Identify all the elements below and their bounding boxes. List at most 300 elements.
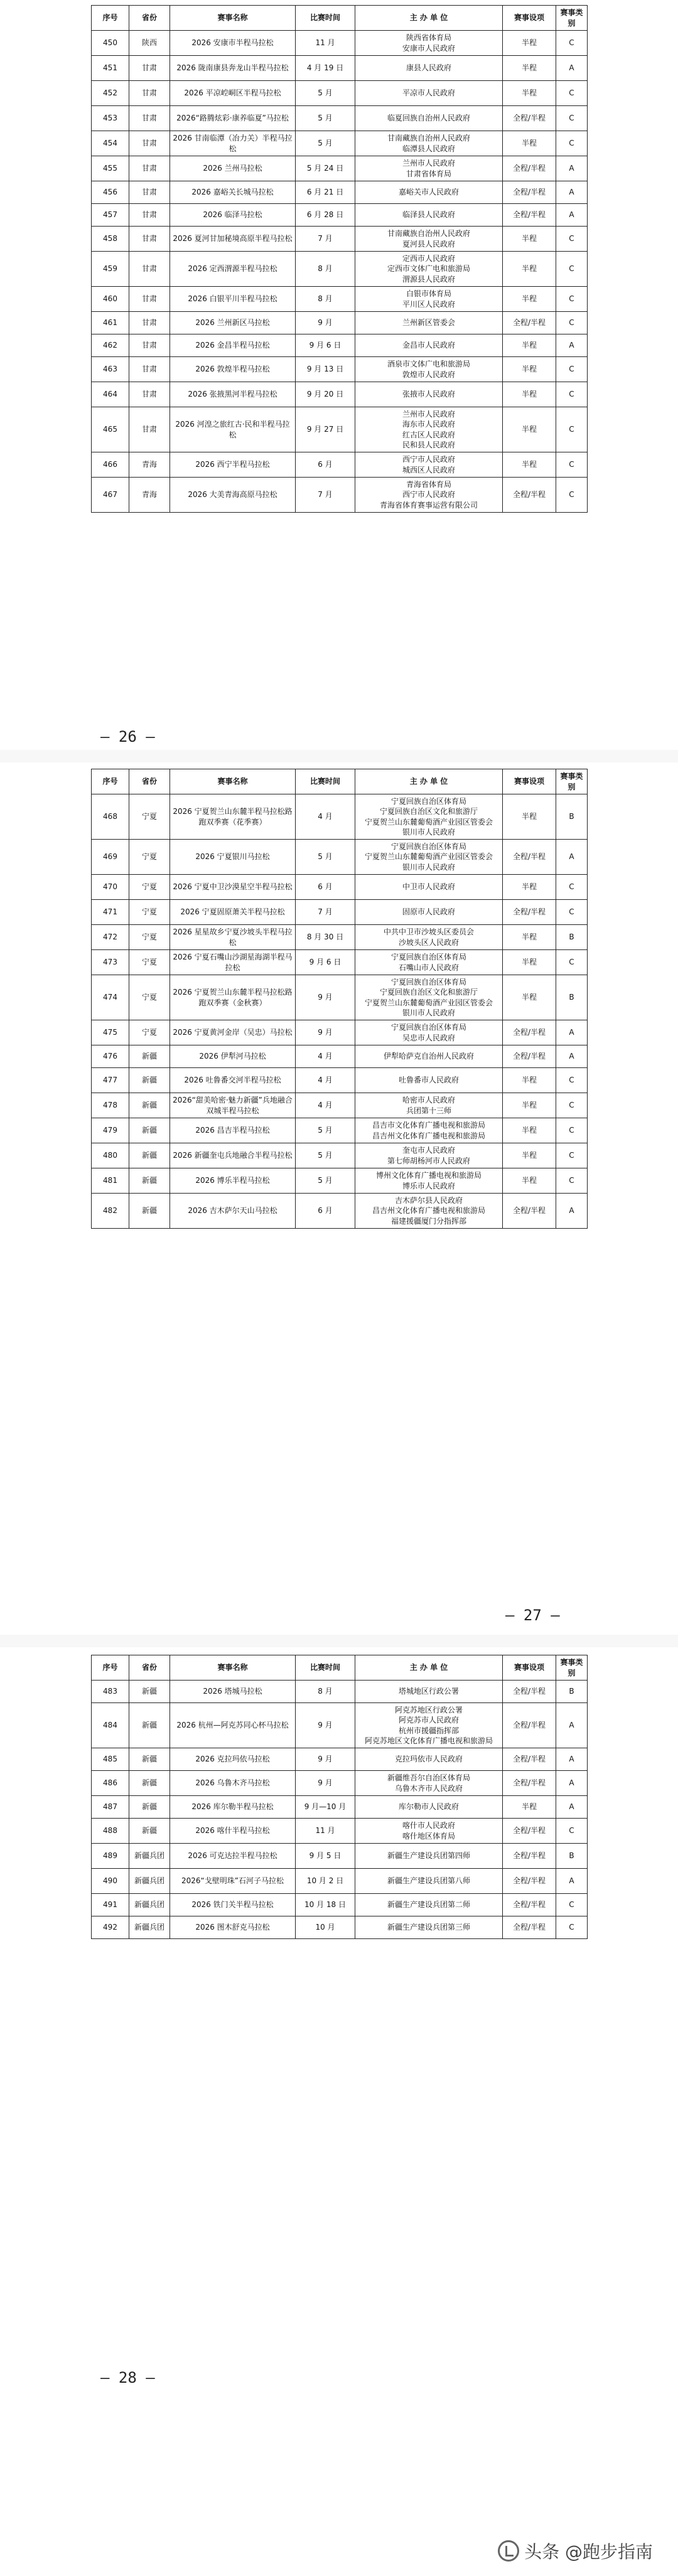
cell-organizer xyxy=(355,81,503,106)
page-number-28: — 28 — xyxy=(100,2369,155,2386)
cell-event-name: 2026 杭州—阿克苏同心杯马拉松 xyxy=(170,1703,296,1748)
cell-date: 9 月 6 日 xyxy=(296,334,355,357)
cell-distance: 全程/半程 xyxy=(503,1869,556,1894)
header-distance: 赛事设项 xyxy=(503,6,556,31)
cell-category: C xyxy=(556,1168,588,1194)
cell-event-name: 2026 西宁半程马拉松 xyxy=(170,452,296,478)
cell-distance: 全程/半程 xyxy=(503,1916,556,1939)
cell-province: 甘肃 xyxy=(129,156,170,181)
cell-organizer xyxy=(355,1143,503,1168)
cell-category: A xyxy=(556,1796,588,1819)
table-row xyxy=(92,156,588,181)
cell-index: 475 xyxy=(92,1020,129,1045)
organizer-line: 博州文化体育广播电视和旅游局 xyxy=(375,1171,482,1180)
organizer-line: 嘉峪关市人民政府 xyxy=(398,188,459,197)
cell-category: C xyxy=(556,382,588,407)
cell-event-name: 2026 宁夏固原萧关半程马拉松 xyxy=(170,900,296,925)
cell-province: 新疆兵团 xyxy=(129,1844,170,1869)
cell-province: 新疆 xyxy=(129,1118,170,1143)
cell-index: 480 xyxy=(92,1143,129,1168)
cell-distance: 全程/半程 xyxy=(503,478,556,513)
cell-category: C xyxy=(556,407,588,452)
table-row xyxy=(92,478,588,513)
cell-date: 9 月 xyxy=(296,1771,355,1796)
organizer-line: 西宁市人民政府 xyxy=(402,455,455,464)
cell-organizer xyxy=(355,1681,503,1703)
cell-date: 9 月 xyxy=(296,1020,355,1045)
cell-distance: 半程 xyxy=(503,794,556,840)
table-row xyxy=(92,1748,588,1771)
organizer-line: 宁夏贺兰山东麓葡萄酒产业园区管委会 xyxy=(364,817,493,826)
organizer-line: 临泽县人民政府 xyxy=(402,210,455,220)
organizer-line: 昌吉州文化体育广播电视和旅游局 xyxy=(372,1206,485,1216)
organizer-line: 红古区人民政府 xyxy=(402,430,455,439)
cell-event-name: 2026 乌鲁木齐马拉松 xyxy=(170,1771,296,1796)
organizer-line: 沙坡头区人民政府 xyxy=(398,938,459,947)
cell-event-name: 2026 白银平川半程马拉松 xyxy=(170,287,296,312)
cell-province: 甘肃 xyxy=(129,312,170,334)
organizer-line: 库尔勒市人民政府 xyxy=(398,1802,459,1812)
cell-province: 甘肃 xyxy=(129,227,170,252)
cell-organizer xyxy=(355,1093,503,1118)
cell-date: 8 月 xyxy=(296,1681,355,1703)
cell-distance: 半程 xyxy=(503,382,556,407)
header-index: 序号 xyxy=(92,1655,129,1681)
cell-organizer xyxy=(355,131,503,156)
cell-date: 6 月 21 日 xyxy=(296,181,355,204)
cell-distance: 全程/半程 xyxy=(503,1771,556,1796)
cell-index: 450 xyxy=(92,31,129,56)
cell-index: 492 xyxy=(92,1916,129,1939)
cell-index: 483 xyxy=(92,1681,129,1703)
cell-organizer xyxy=(355,252,503,287)
cell-province: 青海 xyxy=(129,452,170,478)
table-row xyxy=(92,1796,588,1819)
cell-category: C xyxy=(556,106,588,131)
table-row xyxy=(92,357,588,382)
cell-category: A xyxy=(556,204,588,227)
header-category: 赛事类别 xyxy=(556,6,588,31)
cell-index: 455 xyxy=(92,156,129,181)
header-date: 比赛时间 xyxy=(296,1655,355,1681)
table-row xyxy=(92,1194,588,1229)
cell-index: 460 xyxy=(92,287,129,312)
organizer-line: 固原市人民政府 xyxy=(402,907,455,917)
header-province: 省份 xyxy=(129,6,170,31)
cell-province: 甘肃 xyxy=(129,204,170,227)
table-row xyxy=(92,794,588,840)
organizer-line: 塔城地区行政公署 xyxy=(398,1687,459,1696)
cell-organizer xyxy=(355,31,503,56)
table-row xyxy=(92,334,588,357)
table-row xyxy=(92,1819,588,1844)
cell-event-name: 2026 可克达拉半程马拉松 xyxy=(170,1844,296,1869)
organizer-line: 吉木萨尔县人民政府 xyxy=(394,1196,463,1205)
cell-date: 4 月 xyxy=(296,1045,355,1068)
cell-event-name: 2026 宁夏贺兰山东麓半程马拉松路跑双季赛（金秋赛） xyxy=(170,975,296,1020)
organizer-line: 宁夏回族自治区文化和旅游厅 xyxy=(379,807,478,816)
cell-event-name: 2026 定西渭源半程马拉松 xyxy=(170,252,296,287)
cell-date: 9 月 6 日 xyxy=(296,950,355,975)
organizer-line: 青海省体育局 xyxy=(406,480,451,489)
organizer-line: 兵团第十三师 xyxy=(406,1106,451,1115)
organizer-line: 杭州市援疆指挥部 xyxy=(398,1726,459,1735)
organizer-line: 陕西省体育局 xyxy=(406,33,451,43)
cell-date: 5 月 xyxy=(296,106,355,131)
cell-index: 467 xyxy=(92,478,129,513)
cell-event-name: 2026 嘉峪关长城马拉松 xyxy=(170,181,296,204)
cell-event-name: 2026 夏河甘加秘境高原半程马拉松 xyxy=(170,227,296,252)
cell-province: 新疆 xyxy=(129,1771,170,1796)
cell-distance: 半程 xyxy=(503,1093,556,1118)
organizer-line: 宁夏回族自治区体育局 xyxy=(390,978,466,987)
organizer-line: 夏河县人民政府 xyxy=(402,239,455,249)
cell-province: 新疆兵团 xyxy=(129,1894,170,1916)
organizer-line: 兰州市人民政府 xyxy=(402,159,455,168)
organizer-line: 甘南藏族自治州人民政府 xyxy=(387,229,470,238)
cell-category: C xyxy=(556,131,588,156)
cell-event-name: 2026“甜美哈密·魅力新疆”兵地融合双城半程马拉松 xyxy=(170,1093,296,1118)
cell-category: A xyxy=(556,181,588,204)
cell-province: 甘肃 xyxy=(129,287,170,312)
cell-distance: 半程 xyxy=(503,1143,556,1168)
cell-organizer xyxy=(355,334,503,357)
cell-distance: 半程 xyxy=(503,227,556,252)
cell-date: 6 月 28 日 xyxy=(296,204,355,227)
cell-distance: 半程 xyxy=(503,334,556,357)
cell-organizer xyxy=(355,1118,503,1143)
header-index: 序号 xyxy=(92,769,129,794)
cell-distance: 全程/半程 xyxy=(503,156,556,181)
cell-distance: 半程 xyxy=(503,287,556,312)
cell-category: A xyxy=(556,1194,588,1229)
cell-category: B xyxy=(556,1681,588,1703)
cell-date: 9 月—10 月 xyxy=(296,1796,355,1819)
cell-event-name: 2026 宁夏中卫沙漠星空半程马拉松 xyxy=(170,875,296,900)
cell-province: 新疆 xyxy=(129,1748,170,1771)
organizer-line: 乌鲁木齐市人民政府 xyxy=(394,1783,463,1793)
cell-organizer xyxy=(355,56,503,81)
table-row xyxy=(92,1143,588,1168)
cell-organizer xyxy=(355,1068,503,1093)
cell-province: 甘肃 xyxy=(129,334,170,357)
cell-event-name: 2026 昌吉半程马拉松 xyxy=(170,1118,296,1143)
cell-province: 新疆 xyxy=(129,1143,170,1168)
cell-index: 489 xyxy=(92,1844,129,1869)
table-row xyxy=(92,56,588,81)
organizer-line: 金昌市人民政府 xyxy=(402,341,455,350)
cell-distance: 半程 xyxy=(503,357,556,382)
cell-index: 486 xyxy=(92,1771,129,1796)
cell-distance: 全程/半程 xyxy=(503,840,556,875)
cell-date: 9 月 xyxy=(296,312,355,334)
cell-index: 473 xyxy=(92,950,129,975)
organizer-line: 吐鲁番市人民政府 xyxy=(398,1076,459,1085)
cell-province: 宁夏 xyxy=(129,950,170,975)
cell-category: C xyxy=(556,900,588,925)
organizer-line: 石嘴山市人民政府 xyxy=(398,963,459,972)
table-row xyxy=(92,227,588,252)
cell-event-name: 2026 大美青海高原马拉松 xyxy=(170,478,296,513)
organizer-line: 博乐市人民政府 xyxy=(402,1181,455,1190)
cell-category: A xyxy=(556,1771,588,1796)
cell-index: 478 xyxy=(92,1093,129,1118)
footer-label: 头条 @跑步指南 xyxy=(524,2541,653,2562)
cell-organizer xyxy=(355,382,503,407)
organizer-line: 阿克苏地区文化体育广播电视和旅游局 xyxy=(364,1736,493,1745)
cell-event-name: 2026 宁夏黄河金岸（吴忠）马拉松 xyxy=(170,1020,296,1045)
cell-organizer xyxy=(355,1869,503,1894)
organizer-line: 阿克苏地区行政公署 xyxy=(394,1706,463,1715)
cell-index: 456 xyxy=(92,181,129,204)
cell-distance: 全程/半程 xyxy=(503,1894,556,1916)
cell-date: 4 月 xyxy=(296,794,355,840)
header-date: 比赛时间 xyxy=(296,6,355,31)
cell-organizer xyxy=(355,900,503,925)
cell-province: 青海 xyxy=(129,478,170,513)
organizer-line: 甘肃省体育局 xyxy=(406,169,451,178)
cell-date: 5 月 xyxy=(296,1143,355,1168)
cell-index: 487 xyxy=(92,1796,129,1819)
organizer-line: 中共中卫市沙坡头区委员会 xyxy=(383,927,474,937)
cell-date: 5 月 xyxy=(296,1168,355,1194)
cell-date: 5 月 xyxy=(296,840,355,875)
cell-index: 458 xyxy=(92,227,129,252)
cell-event-name: 2026 博乐半程马拉松 xyxy=(170,1168,296,1194)
cell-date: 5 月 xyxy=(296,131,355,156)
organizer-line: 定西市文体广电和旅游局 xyxy=(387,264,470,274)
cell-province: 甘肃 xyxy=(129,56,170,81)
table-row xyxy=(92,1916,588,1939)
cell-province: 新疆 xyxy=(129,1796,170,1819)
cell-date: 4 月 xyxy=(296,1068,355,1093)
cell-category: C xyxy=(556,81,588,106)
cell-event-name: 2026 宁夏石嘴山沙湖星海湖半程马拉松 xyxy=(170,950,296,975)
cell-index: 491 xyxy=(92,1894,129,1916)
table-row xyxy=(92,1681,588,1703)
page-gap xyxy=(0,750,678,762)
cell-event-name: 2026 铁门关半程马拉松 xyxy=(170,1894,296,1916)
header-organizer: 主 办 单 位 xyxy=(355,769,503,794)
cell-index: 451 xyxy=(92,56,129,81)
cell-organizer xyxy=(355,1020,503,1045)
cell-index: 468 xyxy=(92,794,129,840)
cell-province: 陕西 xyxy=(129,31,170,56)
table-row xyxy=(92,1844,588,1869)
cell-organizer xyxy=(355,106,503,131)
cell-distance: 半程 xyxy=(503,875,556,900)
cell-date: 10 月 18 日 xyxy=(296,1894,355,1916)
cell-index: 479 xyxy=(92,1118,129,1143)
cell-date: 5 月 xyxy=(296,81,355,106)
organizer-line: 张掖市人民政府 xyxy=(402,390,455,399)
organizer-line: 新疆维吾尔自治区体育局 xyxy=(387,1773,470,1783)
cell-date: 7 月 xyxy=(296,900,355,925)
page-number-27: — 27 — xyxy=(505,1606,560,1624)
cell-organizer xyxy=(355,478,503,513)
cell-date: 9 月 xyxy=(296,1748,355,1771)
cell-event-name: 2026“路腾炫彩·康养临夏”马拉松 xyxy=(170,106,296,131)
cell-event-name: 2026 甘南临潭（冶力关）半程马拉松 xyxy=(170,131,296,156)
header-category: 赛事类别 xyxy=(556,769,588,794)
cell-organizer xyxy=(355,452,503,478)
organizer-line: 临夏回族自治州人民政府 xyxy=(387,114,470,123)
cell-category: C xyxy=(556,1916,588,1939)
cell-index: 490 xyxy=(92,1869,129,1894)
cell-category: C xyxy=(556,950,588,975)
table-row xyxy=(92,1869,588,1894)
cell-organizer xyxy=(355,1168,503,1194)
header-event-name: 赛事名称 xyxy=(170,6,296,31)
table-row xyxy=(92,252,588,287)
cell-distance: 半程 xyxy=(503,1796,556,1819)
cell-distance: 半程 xyxy=(503,1118,556,1143)
cell-organizer xyxy=(355,794,503,840)
organizer-line: 昌吉市文化体育广播电视和旅游局 xyxy=(372,1121,485,1130)
cell-province: 新疆 xyxy=(129,1703,170,1748)
cell-distance: 半程 xyxy=(503,975,556,1020)
table-row xyxy=(92,840,588,875)
cell-organizer xyxy=(355,1748,503,1771)
organizer-line: 定西市人民政府 xyxy=(402,254,455,264)
cell-date: 9 月 5 日 xyxy=(296,1844,355,1869)
cell-category: A xyxy=(556,156,588,181)
cell-event-name: 2026 宁夏贺兰山东麓半程马拉松路跑双季赛（花季赛） xyxy=(170,794,296,840)
cell-organizer xyxy=(355,1916,503,1939)
cell-distance: 全程/半程 xyxy=(503,1819,556,1844)
cell-index: 470 xyxy=(92,875,129,900)
cell-category: A xyxy=(556,1020,588,1045)
organizer-line: 酒泉市文体广电和旅游局 xyxy=(387,360,470,369)
footer-watermark xyxy=(498,2538,653,2563)
document-page-1 xyxy=(0,0,678,750)
table-row xyxy=(92,1894,588,1916)
cell-organizer xyxy=(355,1771,503,1796)
organizer-line: 宁夏回族自治区体育局 xyxy=(390,842,466,852)
table-row xyxy=(92,875,588,900)
organizer-line: 银川市人民政府 xyxy=(402,1008,455,1017)
cell-index: 485 xyxy=(92,1748,129,1771)
organizer-line: 甘南藏族自治州人民政府 xyxy=(387,134,470,143)
cell-organizer xyxy=(355,1844,503,1869)
cell-distance: 半程 xyxy=(503,1068,556,1093)
organizer-line: 安康市人民政府 xyxy=(402,43,455,53)
cell-event-name: 2026 敦煌半程马拉松 xyxy=(170,357,296,382)
cell-organizer xyxy=(355,1045,503,1068)
cell-distance: 全程/半程 xyxy=(503,1681,556,1703)
table-row xyxy=(92,382,588,407)
cell-province: 新疆 xyxy=(129,1681,170,1703)
table-row xyxy=(92,1093,588,1118)
cell-category: A xyxy=(556,56,588,81)
table-header-row xyxy=(92,1655,588,1681)
cell-category: C xyxy=(556,252,588,287)
table-row xyxy=(92,925,588,950)
cell-distance: 半程 xyxy=(503,56,556,81)
header-organizer: 主 办 单 位 xyxy=(355,1655,503,1681)
cell-province: 宁夏 xyxy=(129,875,170,900)
cell-organizer xyxy=(355,1796,503,1819)
cell-index: 453 xyxy=(92,106,129,131)
cell-event-name: 2026 安康市半程马拉松 xyxy=(170,31,296,56)
cell-index: 472 xyxy=(92,925,129,950)
cell-distance: 半程 xyxy=(503,925,556,950)
organizer-line: 宁夏回族自治区体育局 xyxy=(390,953,466,962)
cell-category: C xyxy=(556,1143,588,1168)
cell-event-name: 2026 吉木萨尔天山马拉松 xyxy=(170,1194,296,1229)
organizer-line: 银川市人民政府 xyxy=(402,862,455,872)
organizer-line: 宁夏贺兰山东麓葡萄酒产业园区管委会 xyxy=(364,852,493,862)
cell-distance: 半程 xyxy=(503,31,556,56)
cell-organizer xyxy=(355,875,503,900)
organizer-line: 敦煌市人民政府 xyxy=(402,370,455,379)
cell-distance: 半程 xyxy=(503,407,556,452)
cell-event-name: 2026 星星故乡宁夏沙坡头半程马拉松 xyxy=(170,925,296,950)
table-row xyxy=(92,131,588,156)
cell-category: B xyxy=(556,794,588,840)
cell-distance: 全程/半程 xyxy=(503,1748,556,1771)
table-row xyxy=(92,312,588,334)
cell-index: 461 xyxy=(92,312,129,334)
cell-index: 471 xyxy=(92,900,129,925)
cell-event-name: 2026 新疆奎屯兵地融合半程马拉松 xyxy=(170,1143,296,1168)
cell-index: 465 xyxy=(92,407,129,452)
organizer-line: 伊犁哈萨克自治州人民政府 xyxy=(383,1052,474,1061)
cell-province: 新疆 xyxy=(129,1045,170,1068)
cell-event-name: 2026 张掖黑河半程马拉松 xyxy=(170,382,296,407)
organizer-line: 阿克苏市人民政府 xyxy=(398,1716,459,1725)
organizer-line: 喀什地区体育局 xyxy=(402,1831,455,1841)
cell-index: 477 xyxy=(92,1068,129,1093)
organizer-line: 城西区人民政府 xyxy=(402,465,455,474)
header-distance: 赛事设项 xyxy=(503,1655,556,1681)
table-row xyxy=(92,900,588,925)
toutiao-logo-icon xyxy=(498,2540,519,2562)
cell-category: A xyxy=(556,1748,588,1771)
cell-date: 5 月 24 日 xyxy=(296,156,355,181)
cell-index: 482 xyxy=(92,1194,129,1229)
cell-date: 4 月 19 日 xyxy=(296,56,355,81)
cell-category: C xyxy=(556,227,588,252)
cell-category: B xyxy=(556,1844,588,1869)
organizer-line: 中卫市人民政府 xyxy=(402,882,455,892)
organizer-line: 奎屯市人民政府 xyxy=(402,1146,455,1155)
cell-category: C xyxy=(556,312,588,334)
cell-category: C xyxy=(556,31,588,56)
organizer-line: 宁夏回族自治区体育局 xyxy=(390,797,466,806)
cell-event-name: 2026 伊犁河马拉松 xyxy=(170,1045,296,1068)
cell-date: 5 月 xyxy=(296,1118,355,1143)
table-row xyxy=(92,950,588,975)
table-row xyxy=(92,81,588,106)
cell-date: 10 月 2 日 xyxy=(296,1869,355,1894)
cell-index: 463 xyxy=(92,357,129,382)
cell-category: C xyxy=(556,875,588,900)
cell-index: 452 xyxy=(92,81,129,106)
cell-index: 459 xyxy=(92,252,129,287)
table-row xyxy=(92,1020,588,1045)
organizer-line: 吴忠市人民政府 xyxy=(402,1033,455,1042)
cell-category: A xyxy=(556,1045,588,1068)
cell-organizer xyxy=(355,227,503,252)
organizer-line: 兰州新区管委会 xyxy=(402,318,455,328)
organizer-line: 喀什市人民政府 xyxy=(402,1821,455,1830)
cell-organizer xyxy=(355,156,503,181)
table-header-row xyxy=(92,6,588,31)
header-province: 省份 xyxy=(129,1655,170,1681)
cell-event-name: 2026 陇南康县奔龙山半程马拉松 xyxy=(170,56,296,81)
organizer-line: 第七师胡杨河市人民政府 xyxy=(387,1156,470,1165)
